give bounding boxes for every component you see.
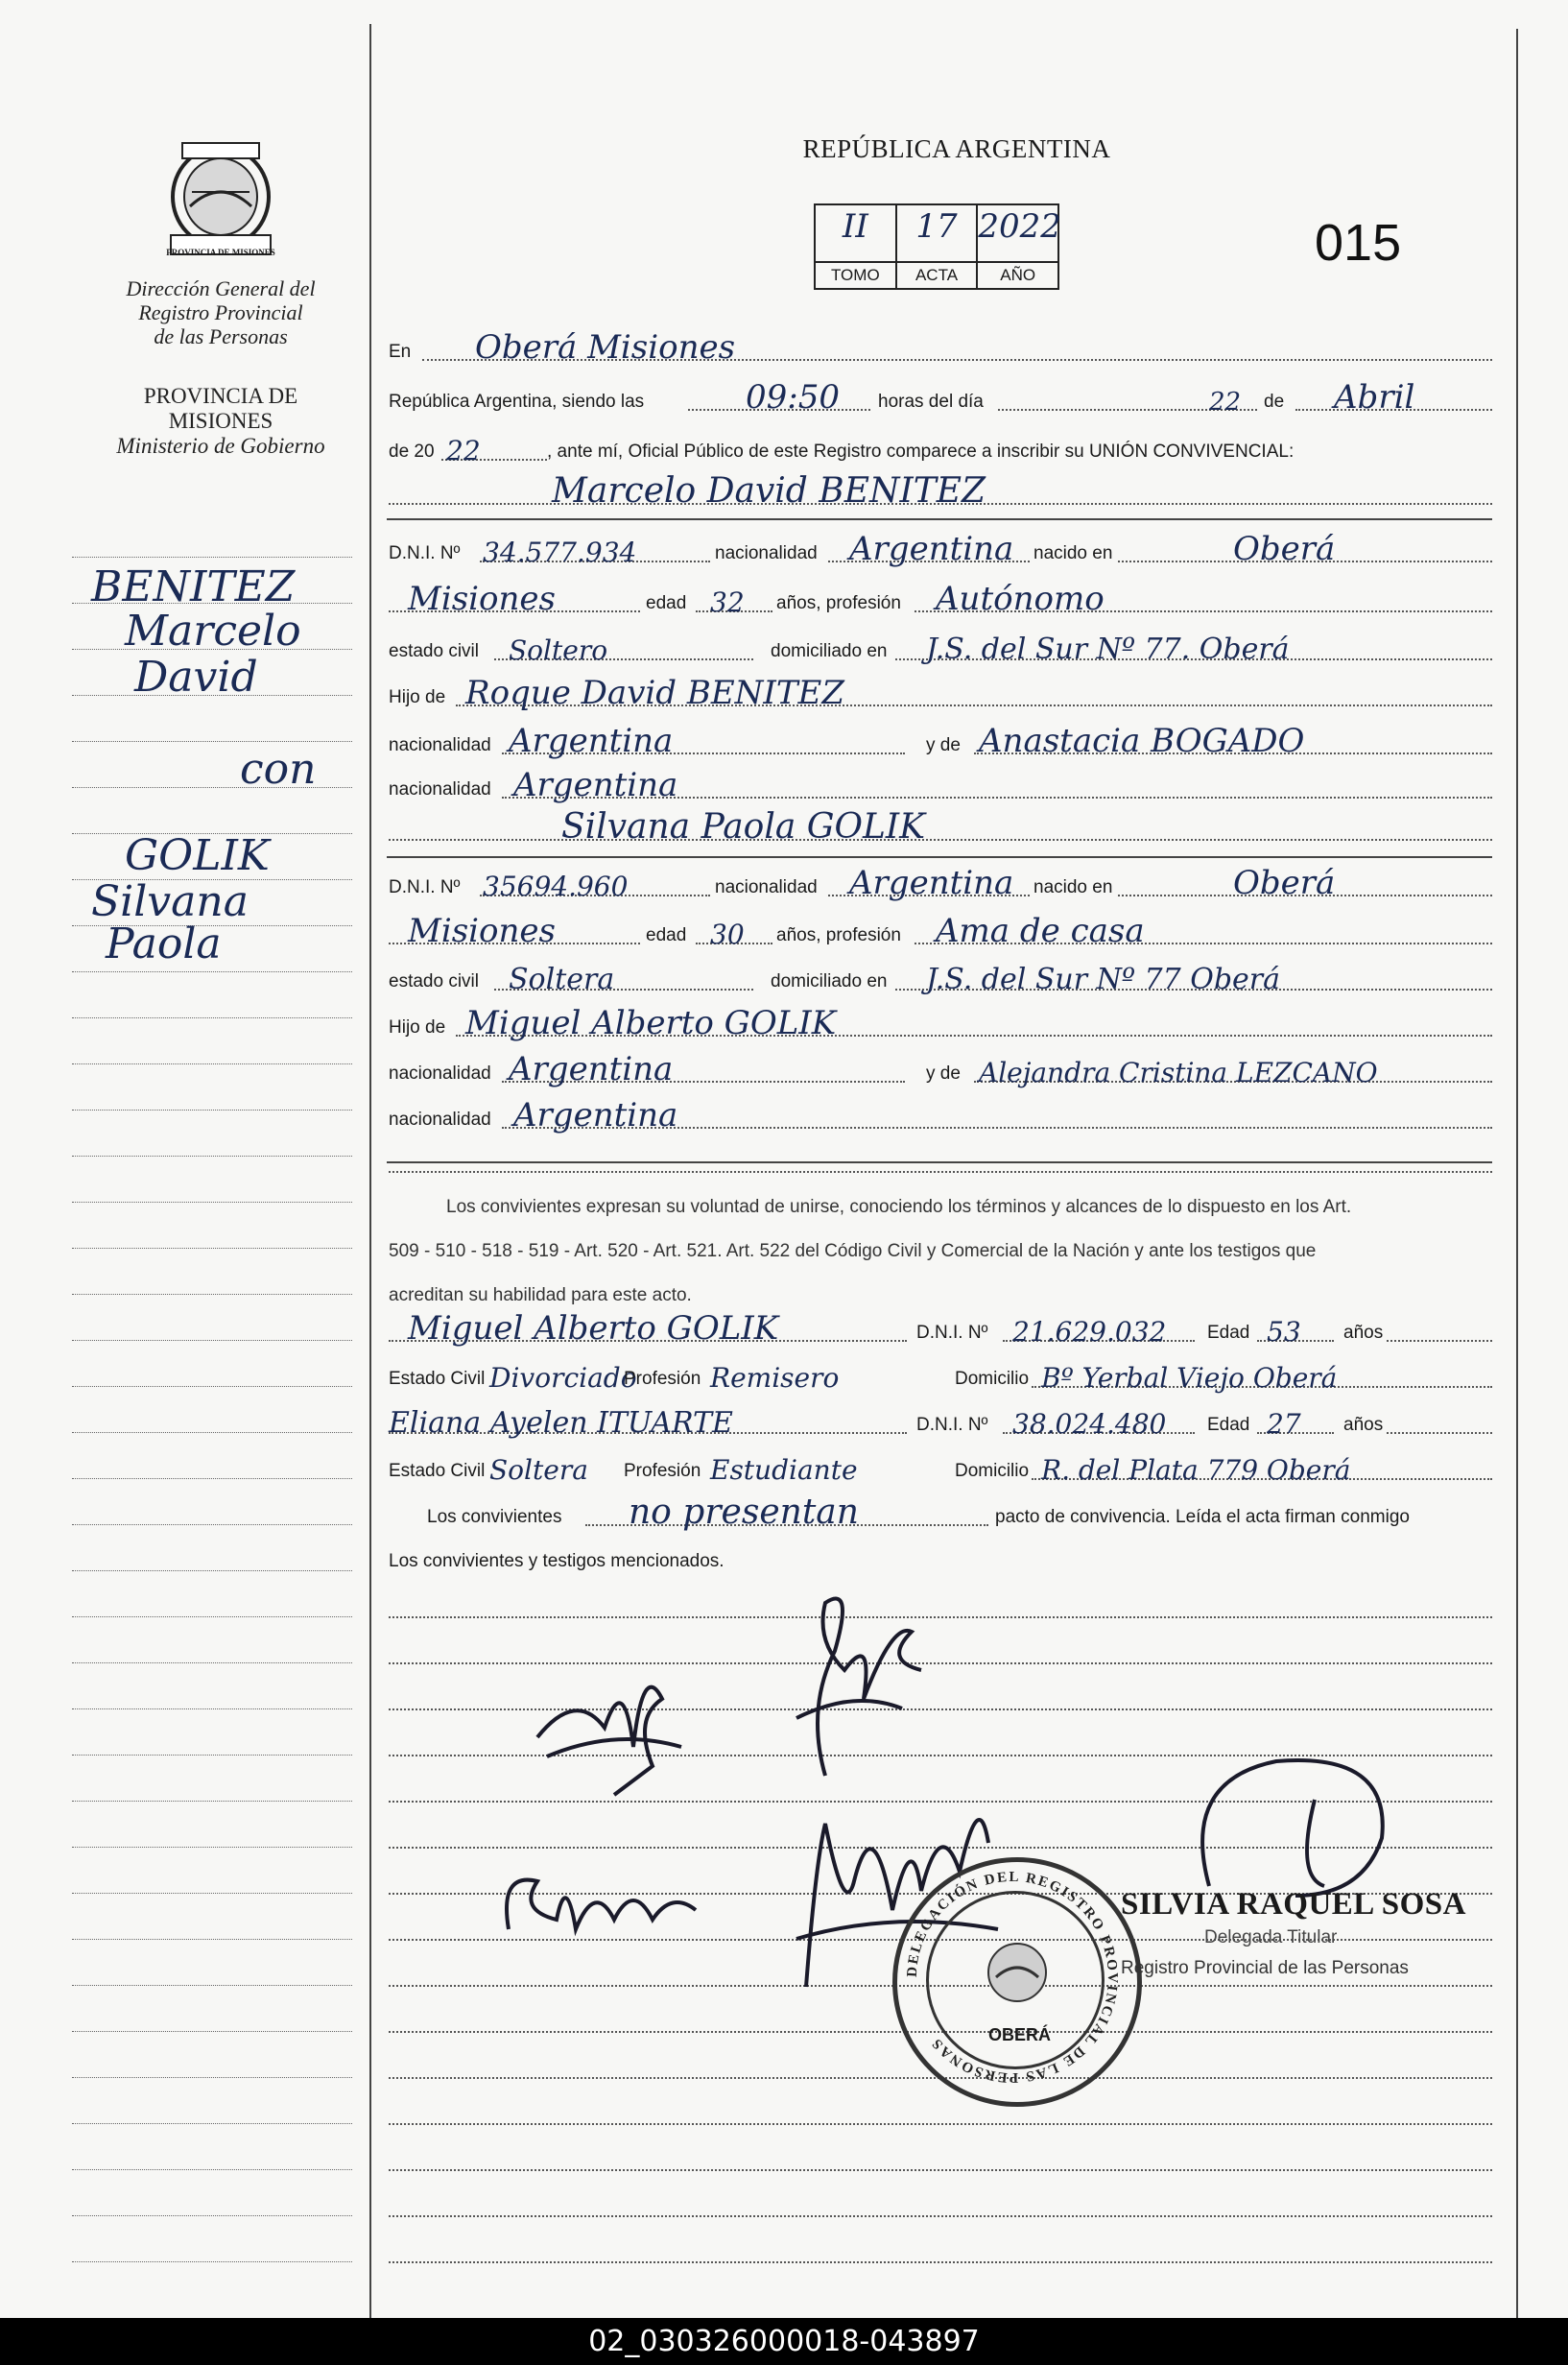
tomo-acta-box xyxy=(814,203,1059,290)
seal-caption: PROVINCIA DE MISIONES xyxy=(166,248,275,257)
margin-given-2a: Silvana xyxy=(91,877,249,926)
margin-surname-2: GOLIK xyxy=(125,831,270,880)
person2-name: Silvana Paola GOLIK xyxy=(561,807,926,847)
svg-text:DELEGACIÓN DEL REGISTRO PROVIN: DELEGACIÓN DEL REGISTRO PROVINCIAL DE LAS PERSONAS xyxy=(904,1869,1121,2086)
p2-born-province: Misiones xyxy=(408,912,556,950)
w1-address: Bº Yerbal Viejo Oberá xyxy=(1041,1362,1338,1394)
p1-row-father-nat: nacionalidad Argentina y de Anastacia BOGADO xyxy=(389,720,1492,762)
p2-father-nationality: Argentina xyxy=(509,1050,674,1088)
p2-father: Miguel Alberto GOLIK xyxy=(465,1004,837,1042)
pacto-value: no presentan xyxy=(629,1493,859,1532)
p2-row-father-nat: nacionalidad Argentina y de Alejandra Cristina LEZCANO xyxy=(389,1048,1492,1090)
document-code-footer: 02_030326000018-043897 xyxy=(0,2318,1568,2365)
w1-name: Miguel Alberto GOLIK xyxy=(408,1309,779,1348)
province-name: PROVINCIA DE MISIONES Ministerio de Gobierno xyxy=(77,384,365,459)
row-place: En Oberá Misiones xyxy=(389,326,1492,369)
p2-row-hijo: Hijo de Miguel Alberto GOLIK xyxy=(389,1002,1492,1044)
margin-given-1b: David xyxy=(134,653,258,702)
w2-address: R. del Plata 779 Oberá xyxy=(1041,1454,1351,1486)
margin-given-1a: Marcelo xyxy=(125,607,301,656)
signature-1 xyxy=(518,1632,710,1804)
declaration-paragraph: Los convivientes expresan su voluntad de unirse, conociendo los términos y alcances de lo dispuesto en los Art. 509 - 510 - 518 - 519 - Art. 520 - Art. 521. Art. 522 del Código Civil y Comercial de la Nación y ante los testigos que acreditan su habilidad para este acto. xyxy=(389,1197,1352,1305)
p1-dni: 34.577.934 xyxy=(483,537,637,568)
p2-address: J.S. del Sur Nº 77 Oberá xyxy=(926,963,1281,996)
p1-nationality: Argentina xyxy=(849,530,1014,568)
country-title: REPÚBLICA ARGENTINA xyxy=(802,134,1111,163)
sidebar xyxy=(0,0,369,2318)
w1-profession: Remisero xyxy=(710,1362,840,1394)
org-name: Dirección General del Registro Provincial de las Personas xyxy=(126,276,316,348)
row-person1-name xyxy=(389,470,1492,513)
margin-given-2b: Paola xyxy=(106,920,222,968)
p2-age: 30 xyxy=(710,919,745,950)
margin-con: con xyxy=(240,745,317,794)
w2-civil-status: Soltera xyxy=(489,1454,588,1486)
year-value: 22 xyxy=(446,435,481,466)
p1-profession: Autónomo xyxy=(936,580,1105,618)
seal-city: OBERÁ xyxy=(988,2025,1052,2044)
p2-mother: Alejandra Cristina LEZCANO xyxy=(979,1057,1378,1088)
p1-father-nationality: Argentina xyxy=(509,722,674,760)
signature-4 xyxy=(489,1843,710,1958)
p2-dni: 35694.960 xyxy=(483,871,629,902)
folio-number: 015 xyxy=(1315,214,1402,272)
closing-row-2: Los convivientes y testigos mencionados. xyxy=(389,1551,725,1571)
p2-row-dni: D.N.I. Nº 35694.960 nacionalidad Argentina nacido en Oberá xyxy=(389,862,1492,904)
p1-age: 32 xyxy=(710,586,745,618)
right-margin-rule xyxy=(1516,29,1518,2318)
official-name: SILVIA RAQUEL SOSA xyxy=(1121,1887,1466,1922)
w2-profession: Estudiante xyxy=(710,1454,858,1486)
p1-row-estado: estado civil Soltero domiciliado en J.S. del Sur Nº 77. Oberá xyxy=(389,626,1492,668)
month-value: Abril xyxy=(1334,378,1415,417)
w1-dni: 21.629.032 xyxy=(1012,1316,1167,1348)
w2-name: Eliana Ayelen ITUARTE xyxy=(389,1406,733,1440)
seal-ring-text xyxy=(892,1857,1132,2097)
p1-row-mother-nat: nacionalidad Argentina xyxy=(389,764,1492,806)
left-margin-rule xyxy=(369,24,371,2318)
p1-born-province: Misiones xyxy=(408,580,556,618)
p1-address: J.S. del Sur Nº 77. Oberá xyxy=(926,633,1290,666)
row-time-date: República Argentina, siendo las 09:50 horas del día 22 de Abril xyxy=(389,376,1492,418)
signature-2 xyxy=(768,1565,940,1785)
official-title: Delegada Titular xyxy=(1204,1927,1338,1947)
person1-name: Marcelo David BENITEZ xyxy=(552,471,986,511)
province-coat-of-arms-icon xyxy=(163,139,278,264)
blank-row xyxy=(389,1138,1492,1181)
p2-nationality: Argentina xyxy=(849,864,1014,902)
row-person2-name xyxy=(389,806,1492,848)
place-value: Oberá Misiones xyxy=(475,328,736,367)
p1-born-city: Oberá xyxy=(1233,530,1336,568)
w1-row-estado: Estado Civil Divorciado Profesión Remisero Domicilio Bº Yerbal Viejo Oberá xyxy=(389,1353,1492,1396)
w1-civil-status: Divorciado xyxy=(489,1362,637,1394)
p2-civil-status: Soltera xyxy=(509,963,615,996)
w1-age: 53 xyxy=(1267,1316,1301,1348)
day-value: 22 xyxy=(1209,388,1242,417)
w2-dni: 38.024.480 xyxy=(1012,1408,1167,1440)
row-year: de 20 22 , ante mí, Oficial Público de este Registro comparece a inscribir su UNIÓN CONVIVENCIAL: xyxy=(389,435,1295,466)
p1-row-dni: D.N.I. Nº 34.577.934 nacionalidad Argentina nacido en Oberá xyxy=(389,528,1492,570)
p2-row-edad: Misiones edad 30 años, profesión Ama de casa xyxy=(389,910,1492,952)
p2-row-mother-nat: nacionalidad Argentina xyxy=(389,1094,1492,1136)
ministry-name: Ministerio de Gobierno xyxy=(116,434,325,458)
closing-row: Los convivientes no presentan pacto de convivencia. Leída el acta firman conmigo xyxy=(427,1493,1410,1532)
p1-row-edad: Misiones edad 32 años, profesión Autónomo xyxy=(389,578,1492,620)
p2-profession: Ama de casa xyxy=(936,912,1145,950)
w2-age: 27 xyxy=(1267,1408,1301,1440)
w2-row-estado: Estado Civil Soltera Profesión Estudiante Domicilio R. del Plata 779 Oberá xyxy=(389,1445,1492,1488)
official-org: Registro Provincial de las Personas xyxy=(1121,1958,1409,1978)
time-value: 09:50 xyxy=(746,378,840,417)
p1-civil-status: Soltero xyxy=(509,634,608,666)
p1-mother: Anastacia BOGADO xyxy=(979,722,1305,760)
p2-mother-nationality: Argentina xyxy=(513,1096,678,1135)
p1-father: Roque David BENITEZ xyxy=(465,674,844,712)
official-seal xyxy=(892,1857,1142,2107)
p1-row-hijo: Hijo de Roque David BENITEZ xyxy=(389,672,1492,714)
p1-mother-nationality: Argentina xyxy=(513,766,678,804)
tomo-cell: II TOMO xyxy=(816,205,897,288)
w1-row-name: Miguel Alberto GOLIK D.N.I. Nº 21.629.032 Edad 53 años xyxy=(389,1307,1492,1350)
p2-row-estado: estado civil Soltera domiciliado en J.S. del Sur Nº 77 Oberá xyxy=(389,956,1492,998)
anio-cell: 2022 AÑO xyxy=(978,205,1057,288)
p2-born-city: Oberá xyxy=(1233,864,1336,902)
acta-cell: 17 ACTA xyxy=(897,205,979,288)
w2-row-name: Eliana Ayelen ITUARTE D.N.I. Nº 38.024.480 Edad 27 años xyxy=(389,1399,1492,1442)
margin-surname-1: BENITEZ xyxy=(91,562,296,611)
